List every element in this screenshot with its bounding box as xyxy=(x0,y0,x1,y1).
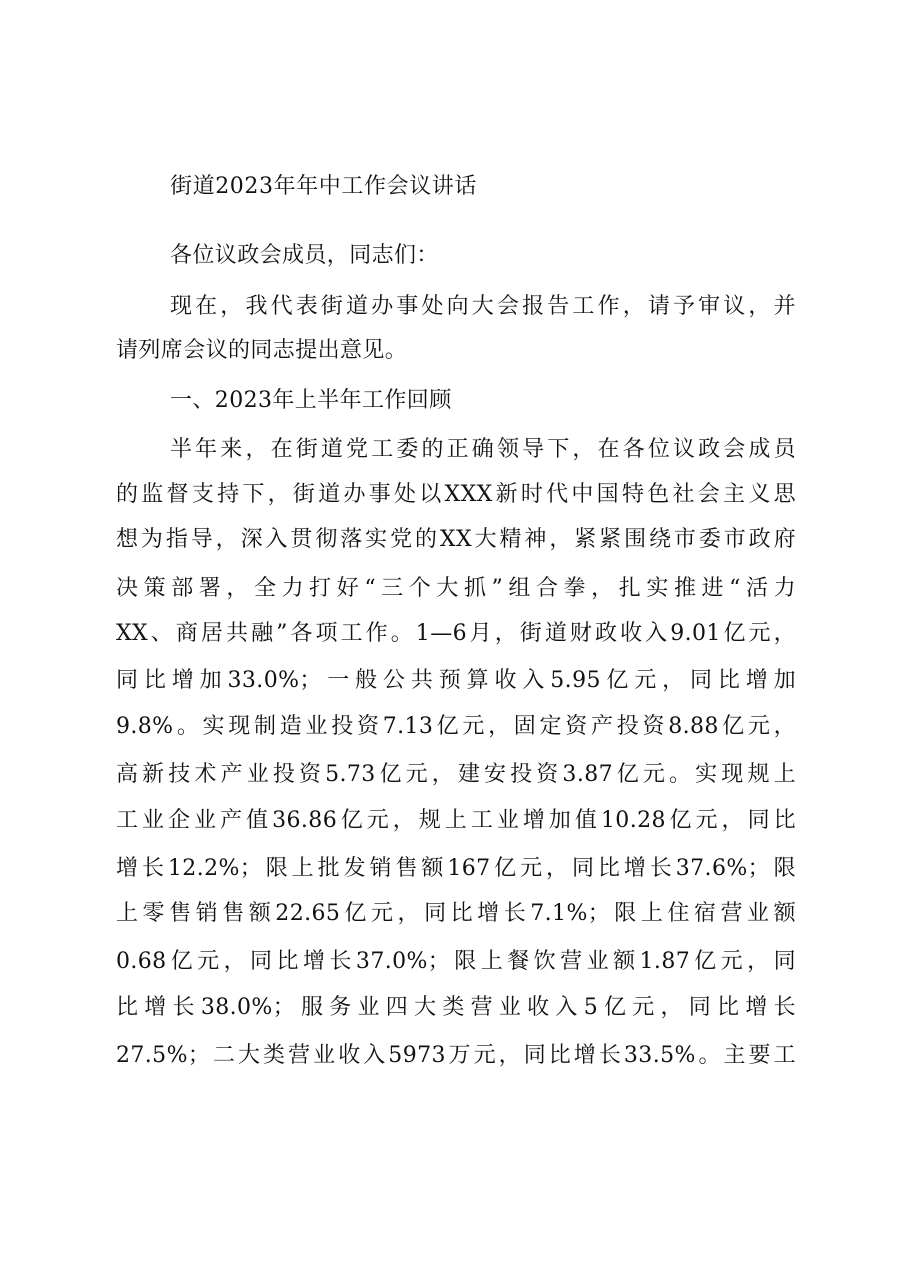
section-heading: 一、2023年上半年工作回顾 xyxy=(170,388,452,413)
body-line: 27.5%；二大类营业收入5973万元，同比增长33.5%。主要工 xyxy=(116,1043,796,1068)
body-line: 同比增加33.0%；一般公共预算收入5.95亿元，同比增加 xyxy=(116,668,796,693)
body-line: 0.68亿元，同比增长37.0%；限上餐饮营业额1.87亿元，同 xyxy=(116,949,796,974)
body-line: 高新技术产业投资5.73亿元，建安投资3.87亿元。实现规上 xyxy=(116,762,796,787)
body-line: 增长12.2%；限上批发销售额167亿元，同比增长37.6%；限 xyxy=(116,856,796,881)
body-line: 9.8%。实现制造业投资7.13亿元，固定资产投资8.88亿元， xyxy=(116,714,796,739)
body-line: 的监督支持下，街道办事处以XXX新时代中国特色社会主义思 xyxy=(116,482,796,507)
body-line: 工业企业产值36.86亿元，规上工业增加值10.28亿元，同比 xyxy=(116,808,796,833)
intro-line: 现在，我代表街道办事处向大会报告工作，请予审议，并 xyxy=(170,294,796,319)
body-line: 比增长38.0%；服务业四大类营业收入5亿元，同比增长 xyxy=(116,995,796,1020)
body-line: 想为指导，深入贯彻落实党的XX大精神，紧紧围绕市委市政府 xyxy=(116,527,796,552)
salutation: 各位议政会成员，同志们： xyxy=(170,243,439,268)
body-line: 上零售销售额22.65亿元，同比增长7.1%；限上住宿营业额 xyxy=(116,901,796,926)
intro-line: 请列席会议的同志提出意见。 xyxy=(116,338,408,363)
document-title: 街道2023年年中工作会议讲话 xyxy=(170,174,477,199)
body-line: 决策部署，全力打好“三个大抓”组合拳，扎实推进“活力 xyxy=(116,576,796,601)
body-line: XX、商居共融”各项工作。1—6月，街道财政收入9.01亿元， xyxy=(116,621,796,646)
body-line: 半年来，在街道党工委的正确领导下，在各位议政会成员 xyxy=(170,437,796,462)
